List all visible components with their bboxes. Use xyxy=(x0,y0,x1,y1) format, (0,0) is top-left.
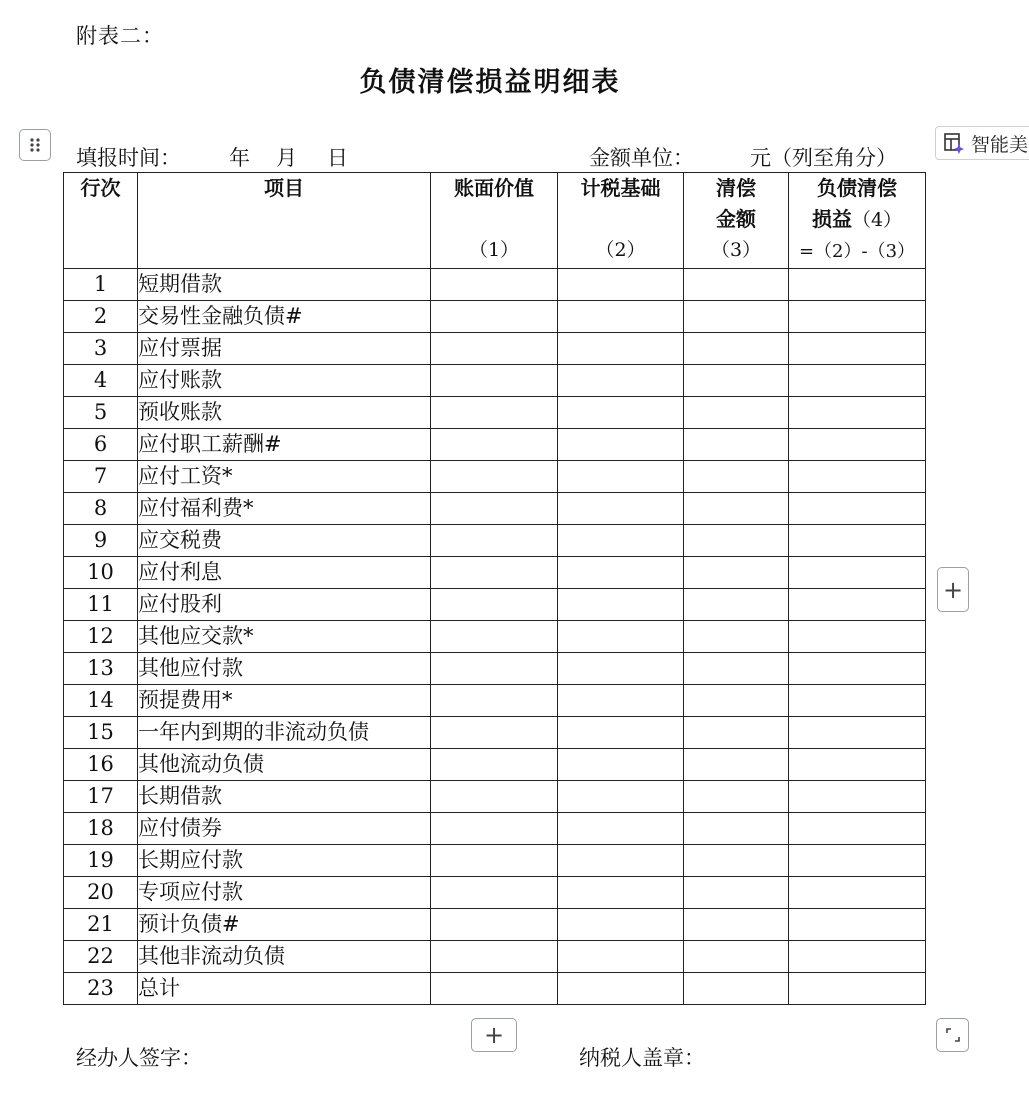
tax-basis-cell[interactable] xyxy=(558,301,684,333)
header-book-value: 账面价值 （1） xyxy=(431,173,558,269)
settlement-gain-cell[interactable] xyxy=(789,845,926,877)
amount-unit-value: 元（列至角分） xyxy=(750,146,897,170)
row-item: 预收账款 xyxy=(138,397,431,429)
settlement-gain-cell[interactable] xyxy=(789,333,926,365)
settle-amount-cell[interactable] xyxy=(684,973,789,1005)
header-tax-basis: 计税基础 （2） xyxy=(558,173,684,269)
book-value-cell[interactable] xyxy=(431,525,558,557)
tax-basis-cell[interactable] xyxy=(558,525,684,557)
smart-beautify-icon xyxy=(943,132,965,154)
row-item: 应付债券 xyxy=(138,813,431,845)
header-item: 项目 xyxy=(138,173,431,269)
settlement-gain-cell[interactable] xyxy=(789,429,926,461)
book-value-cell[interactable] xyxy=(431,845,558,877)
table-resize-button[interactable] xyxy=(936,1018,969,1052)
row-number: 2 xyxy=(64,301,138,333)
smart-beautify-button[interactable] xyxy=(935,126,1029,160)
fill-time-label: 填报时间： xyxy=(76,146,181,170)
row-number: 19 xyxy=(64,845,138,877)
table-drag-handle[interactable] xyxy=(19,129,51,161)
book-value-cell[interactable] xyxy=(431,269,558,301)
settlement-gain-cell[interactable] xyxy=(789,973,926,1005)
tax-basis-cell[interactable] xyxy=(558,717,684,749)
header-row-no: 行次 xyxy=(64,173,138,269)
add-row-button[interactable] xyxy=(471,1018,517,1052)
handler-signature-label: 经办人签字： xyxy=(76,1046,202,1070)
table-row xyxy=(64,813,926,845)
fill-time xyxy=(76,142,348,172)
row-number: 6 xyxy=(64,429,138,461)
row-number: 15 xyxy=(64,717,138,749)
tax-basis-cell[interactable] xyxy=(558,941,684,973)
row-number: 7 xyxy=(64,461,138,493)
row-item: 应付票据 xyxy=(138,333,431,365)
settlement-gain-cell[interactable] xyxy=(789,397,926,429)
tax-basis-cell[interactable] xyxy=(558,429,684,461)
book-value-cell[interactable] xyxy=(431,365,558,397)
settle-amount-cell[interactable] xyxy=(684,781,789,813)
book-value-cell[interactable] xyxy=(431,781,558,813)
settle-amount-cell[interactable] xyxy=(684,333,789,365)
book-value-cell[interactable] xyxy=(431,973,558,1005)
row-item: 其他应付款 xyxy=(138,653,431,685)
table-row xyxy=(64,397,926,429)
settlement-gain-cell[interactable] xyxy=(789,909,926,941)
book-value-cell[interactable] xyxy=(431,557,558,589)
tax-basis-cell[interactable] xyxy=(558,877,684,909)
settle-amount-cell[interactable] xyxy=(684,589,789,621)
table-row xyxy=(64,845,926,877)
book-value-cell[interactable] xyxy=(431,621,558,653)
plus-icon: + xyxy=(483,1021,505,1049)
table-row xyxy=(64,557,926,589)
book-value-cell[interactable] xyxy=(431,941,558,973)
taxpayer-seal-label: 纳税人盖章： xyxy=(579,1046,705,1070)
book-value-cell[interactable] xyxy=(431,301,558,333)
table-row xyxy=(64,749,926,781)
drag-handle-icon xyxy=(29,137,41,153)
settle-amount-cell[interactable] xyxy=(684,717,789,749)
table-row xyxy=(64,269,926,301)
tax-basis-cell[interactable] xyxy=(558,461,684,493)
row-number: 10 xyxy=(64,557,138,589)
row-number: 21 xyxy=(64,909,138,941)
tax-basis-cell[interactable] xyxy=(558,813,684,845)
row-item: 应付利息 xyxy=(138,557,431,589)
tax-basis-cell[interactable] xyxy=(558,397,684,429)
tax-basis-cell[interactable] xyxy=(558,909,684,941)
settlement-gain-cell[interactable] xyxy=(789,877,926,909)
row-item: 专项应付款 xyxy=(138,877,431,909)
row-item: 总计 xyxy=(138,973,431,1005)
header-settle-amount: 清偿 金额 （3） xyxy=(684,173,789,269)
settlement-gain-cell[interactable] xyxy=(789,269,926,301)
row-number: 3 xyxy=(64,333,138,365)
settle-amount-cell[interactable] xyxy=(684,685,789,717)
book-value-cell[interactable] xyxy=(431,813,558,845)
settle-amount-cell[interactable] xyxy=(684,269,789,301)
row-number: 14 xyxy=(64,685,138,717)
book-value-cell[interactable] xyxy=(431,493,558,525)
tax-basis-cell[interactable] xyxy=(558,589,684,621)
amount-unit-label: 金额单位： xyxy=(589,146,694,170)
tax-basis-cell[interactable] xyxy=(558,781,684,813)
settlement-gain-cell[interactable] xyxy=(789,749,926,781)
resize-corner-icon xyxy=(946,1028,960,1042)
settlement-gain-cell[interactable] xyxy=(789,461,926,493)
row-item: 交易性金融负债# xyxy=(138,301,431,333)
row-item: 其他非流动负债 xyxy=(138,941,431,973)
row-number: 11 xyxy=(64,589,138,621)
table-row xyxy=(64,493,926,525)
settle-amount-cell[interactable] xyxy=(684,557,789,589)
settle-amount-cell[interactable] xyxy=(684,813,789,845)
table-row xyxy=(64,525,926,557)
tax-basis-cell[interactable] xyxy=(558,685,684,717)
tax-basis-cell[interactable] xyxy=(558,333,684,365)
tax-basis-cell[interactable] xyxy=(558,621,684,653)
book-value-cell[interactable] xyxy=(431,653,558,685)
settlement-gain-cell[interactable] xyxy=(789,525,926,557)
settlement-gain-cell[interactable] xyxy=(789,493,926,525)
table-row xyxy=(64,717,926,749)
settle-amount-cell[interactable] xyxy=(684,877,789,909)
settle-amount-cell[interactable] xyxy=(684,493,789,525)
row-number: 9 xyxy=(64,525,138,557)
table-row xyxy=(64,365,926,397)
settlement-gain-cell[interactable] xyxy=(789,621,926,653)
tax-basis-cell[interactable] xyxy=(558,973,684,1005)
row-item: 应付工资* xyxy=(138,461,431,493)
row-number: 12 xyxy=(64,621,138,653)
settle-amount-cell[interactable] xyxy=(684,653,789,685)
settle-amount-cell[interactable] xyxy=(684,525,789,557)
settlement-gain-cell[interactable] xyxy=(789,365,926,397)
plus-icon: + xyxy=(942,575,964,604)
row-number: 17 xyxy=(64,781,138,813)
settlement-gain-cell[interactable] xyxy=(789,941,926,973)
date-month: 月 xyxy=(276,146,297,170)
row-item: 其他流动负债 xyxy=(138,749,431,781)
row-number: 8 xyxy=(64,493,138,525)
settle-amount-cell[interactable] xyxy=(684,845,789,877)
row-number: 22 xyxy=(64,941,138,973)
row-number: 23 xyxy=(64,973,138,1005)
row-item: 应付职工薪酬# xyxy=(138,429,431,461)
book-value-cell[interactable] xyxy=(431,461,558,493)
tax-basis-cell[interactable] xyxy=(558,493,684,525)
row-number: 20 xyxy=(64,877,138,909)
tax-basis-cell[interactable] xyxy=(558,845,684,877)
table-row xyxy=(64,685,926,717)
table-row xyxy=(64,589,926,621)
settlement-gain-cell[interactable] xyxy=(789,589,926,621)
row-item: 应付账款 xyxy=(138,365,431,397)
row-number: 18 xyxy=(64,813,138,845)
row-number: 1 xyxy=(64,269,138,301)
settlement-gain-cell[interactable] xyxy=(789,557,926,589)
tax-basis-cell[interactable] xyxy=(558,749,684,781)
liability-settlement-table xyxy=(63,172,926,1005)
table-row xyxy=(64,621,926,653)
table-row xyxy=(64,301,926,333)
row-number: 4 xyxy=(64,365,138,397)
settle-amount-cell[interactable] xyxy=(684,397,789,429)
book-value-cell[interactable] xyxy=(431,429,558,461)
settle-amount-cell[interactable] xyxy=(684,365,789,397)
row-item: 长期借款 xyxy=(138,781,431,813)
tax-basis-cell[interactable] xyxy=(558,269,684,301)
book-value-cell[interactable] xyxy=(431,589,558,621)
book-value-cell[interactable] xyxy=(431,397,558,429)
tax-basis-cell[interactable] xyxy=(558,557,684,589)
row-item: 其他应交款* xyxy=(138,621,431,653)
book-value-cell[interactable] xyxy=(431,749,558,781)
document-title: 负债清偿损益明细表 xyxy=(359,67,621,98)
book-value-cell[interactable] xyxy=(431,877,558,909)
date-year: 年 xyxy=(229,146,250,170)
settlement-gain-cell[interactable] xyxy=(789,717,926,749)
date-day: 日 xyxy=(327,146,348,170)
book-value-cell[interactable] xyxy=(431,717,558,749)
table-row xyxy=(64,877,926,909)
table-row xyxy=(64,909,926,941)
row-item: 应交税费 xyxy=(138,525,431,557)
settlement-gain-cell[interactable] xyxy=(789,685,926,717)
table-row xyxy=(64,461,926,493)
settle-amount-cell[interactable] xyxy=(684,909,789,941)
settle-amount-cell[interactable] xyxy=(684,429,789,461)
smart-beautify-label: 智能美 xyxy=(971,133,1029,156)
book-value-cell[interactable] xyxy=(431,333,558,365)
tax-basis-cell[interactable] xyxy=(558,365,684,397)
row-item: 应付福利费* xyxy=(138,493,431,525)
settlement-gain-cell[interactable] xyxy=(789,301,926,333)
settlement-gain-cell[interactable] xyxy=(789,653,926,685)
settlement-gain-cell[interactable] xyxy=(789,813,926,845)
add-column-button[interactable] xyxy=(937,567,969,612)
row-item: 一年内到期的非流动负债 xyxy=(138,717,431,749)
settle-amount-cell[interactable] xyxy=(684,301,789,333)
settle-amount-cell[interactable] xyxy=(684,621,789,653)
settle-amount-cell[interactable] xyxy=(684,941,789,973)
row-item: 预提费用* xyxy=(138,685,431,717)
row-item: 短期借款 xyxy=(138,269,431,301)
tax-basis-cell[interactable] xyxy=(558,653,684,685)
settle-amount-cell[interactable] xyxy=(684,749,789,781)
appendix-label: 附表二： xyxy=(76,24,164,48)
table-row xyxy=(64,653,926,685)
row-item: 应付股利 xyxy=(138,589,431,621)
table-row xyxy=(64,941,926,973)
row-number: 13 xyxy=(64,653,138,685)
row-number: 16 xyxy=(64,749,138,781)
table-row xyxy=(64,973,926,1005)
header-settlement-gain: 负债清偿 损益（4） =（2）-（3） xyxy=(789,173,926,269)
table-row xyxy=(64,781,926,813)
table-row xyxy=(64,333,926,365)
row-number: 5 xyxy=(64,397,138,429)
settlement-gain-cell[interactable] xyxy=(789,781,926,813)
book-value-cell[interactable] xyxy=(431,685,558,717)
row-item: 预计负债# xyxy=(138,909,431,941)
row-item: 长期应付款 xyxy=(138,845,431,877)
book-value-cell[interactable] xyxy=(431,909,558,941)
table-row xyxy=(64,429,926,461)
amount-unit xyxy=(589,142,897,172)
settle-amount-cell[interactable] xyxy=(684,461,789,493)
